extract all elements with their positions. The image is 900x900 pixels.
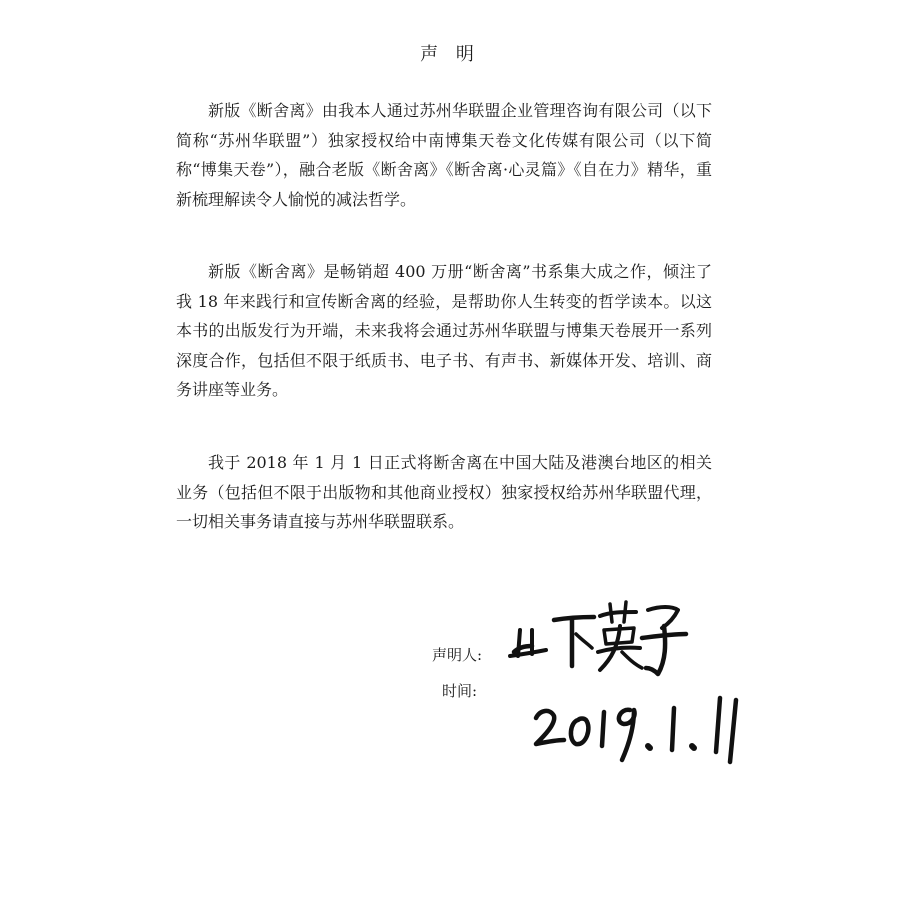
declarant-label: 声明人: xyxy=(432,646,483,664)
time-label: 时间: xyxy=(442,682,478,700)
paragraph-1: 新版《断舍离》由我本人通过苏州华联盟企业管理咨询有限公司（以下简称“苏州华联盟”）独家授权给中南博集天卷文化传媒有限公司（以下简称“博集天卷”），融合老版《断舍离》《断舍离·心灵篇》《自在力》精华，重新梳理解读令人愉悦的减法哲学。 xyxy=(176,101,712,209)
document-title: 声 明 xyxy=(420,44,480,65)
signature-name xyxy=(502,590,692,680)
signature-date xyxy=(530,688,760,768)
paragraph-3: 我于 2018 年 1 月 1 日正式将断舍离在中国大陆及港澳台地区的相关业务（包括但不限于出版物和其他商业授权）独家授权给苏州华联盟代理，一切相关事务请直接与苏州华联盟联系。 xyxy=(176,453,712,531)
paragraph-2: 新版《断舍离》是畅销超 400 万册“断舍离”书系集大成之作，倾注了我 18 年来践行和宣传断舍离的经验，是帮助你人生转变的哲学读本。以这本书的出版发行为开端，未来我将会通过苏州华联盟与博集天卷展开一系列深度合作，包括但不限于纸质书、电子书、有声书、新媒体开发、培训、商务讲座等业务。 xyxy=(176,262,712,399)
